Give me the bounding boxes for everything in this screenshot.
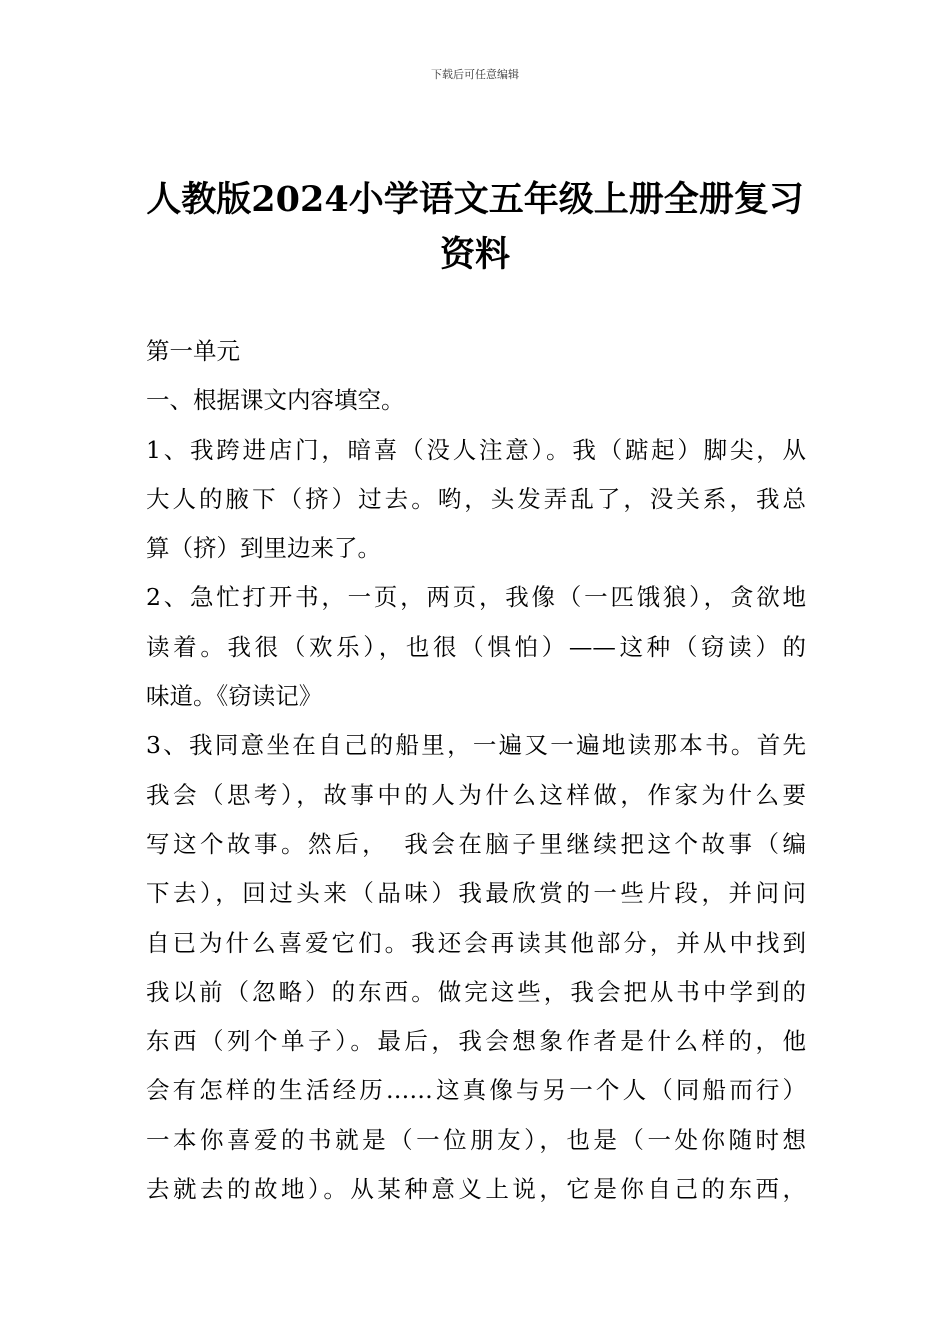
text-line: 一本你喜爱的书就是（一位朋友），也是（一处你随时想 <box>146 1125 806 1154</box>
document-title <box>120 172 830 282</box>
text-line: 东西（列个单子）。最后，我会想象作者是什么样的，他 <box>146 1027 806 1056</box>
title-line-1: 人教版2024小学语文五年级上册全册复习 <box>146 179 804 220</box>
text-line: 我会（思考），故事中的人为什么这样做，作家为什么要 <box>146 780 806 809</box>
text-line: 下去），回过头来（品味）我最欣赏的一些片段，并问问 <box>146 879 806 908</box>
text-line: 味道。《窃读记》 <box>146 682 323 711</box>
text-line: 2、急忙打开书，一页，两页，我像（一匹饿狼），贪欲地 <box>146 583 806 612</box>
text-line: 我以前（忽略）的东西。做完这些，我会把从书中学到的 <box>146 977 806 1006</box>
text-line: 1、我跨进店门，暗喜（没人注意）。我（踮起）脚尖，从 <box>146 435 806 464</box>
document-body <box>146 327 806 1214</box>
text-line: 算（挤）到里边来了。 <box>146 534 381 563</box>
text-line: 3、我同意坐在自己的船里，一遍又一遍地读那本书。首先 <box>146 731 806 760</box>
text-line: 写这个故事。然后， 我会在脑子里继续把这个故事（编 <box>146 829 806 858</box>
page-header: 下载后可任意编辑 <box>431 68 519 81</box>
question-heading: 一、根据课文内容填空。 <box>146 386 405 415</box>
text-line: 大人的腋下（挤）过去。哟，头发弄乱了，没关系，我总 <box>146 484 806 513</box>
text-line: 会有怎样的生活经历……这真像与另一个人（同船而行） <box>146 1076 806 1105</box>
text-line: 去就去的故地）。从某种意义上说，它是你自己的东西， <box>146 1175 806 1204</box>
text-line: 读着。我很（欢乐），也很（惧怕）——这种（窃读）的 <box>146 632 806 661</box>
text-line: 自已为什么喜爱它们。我还会再读其他部分，并从中找到 <box>146 928 806 957</box>
section-heading: 第一单元 <box>146 337 240 365</box>
title-line-2: 资料 <box>439 234 510 275</box>
